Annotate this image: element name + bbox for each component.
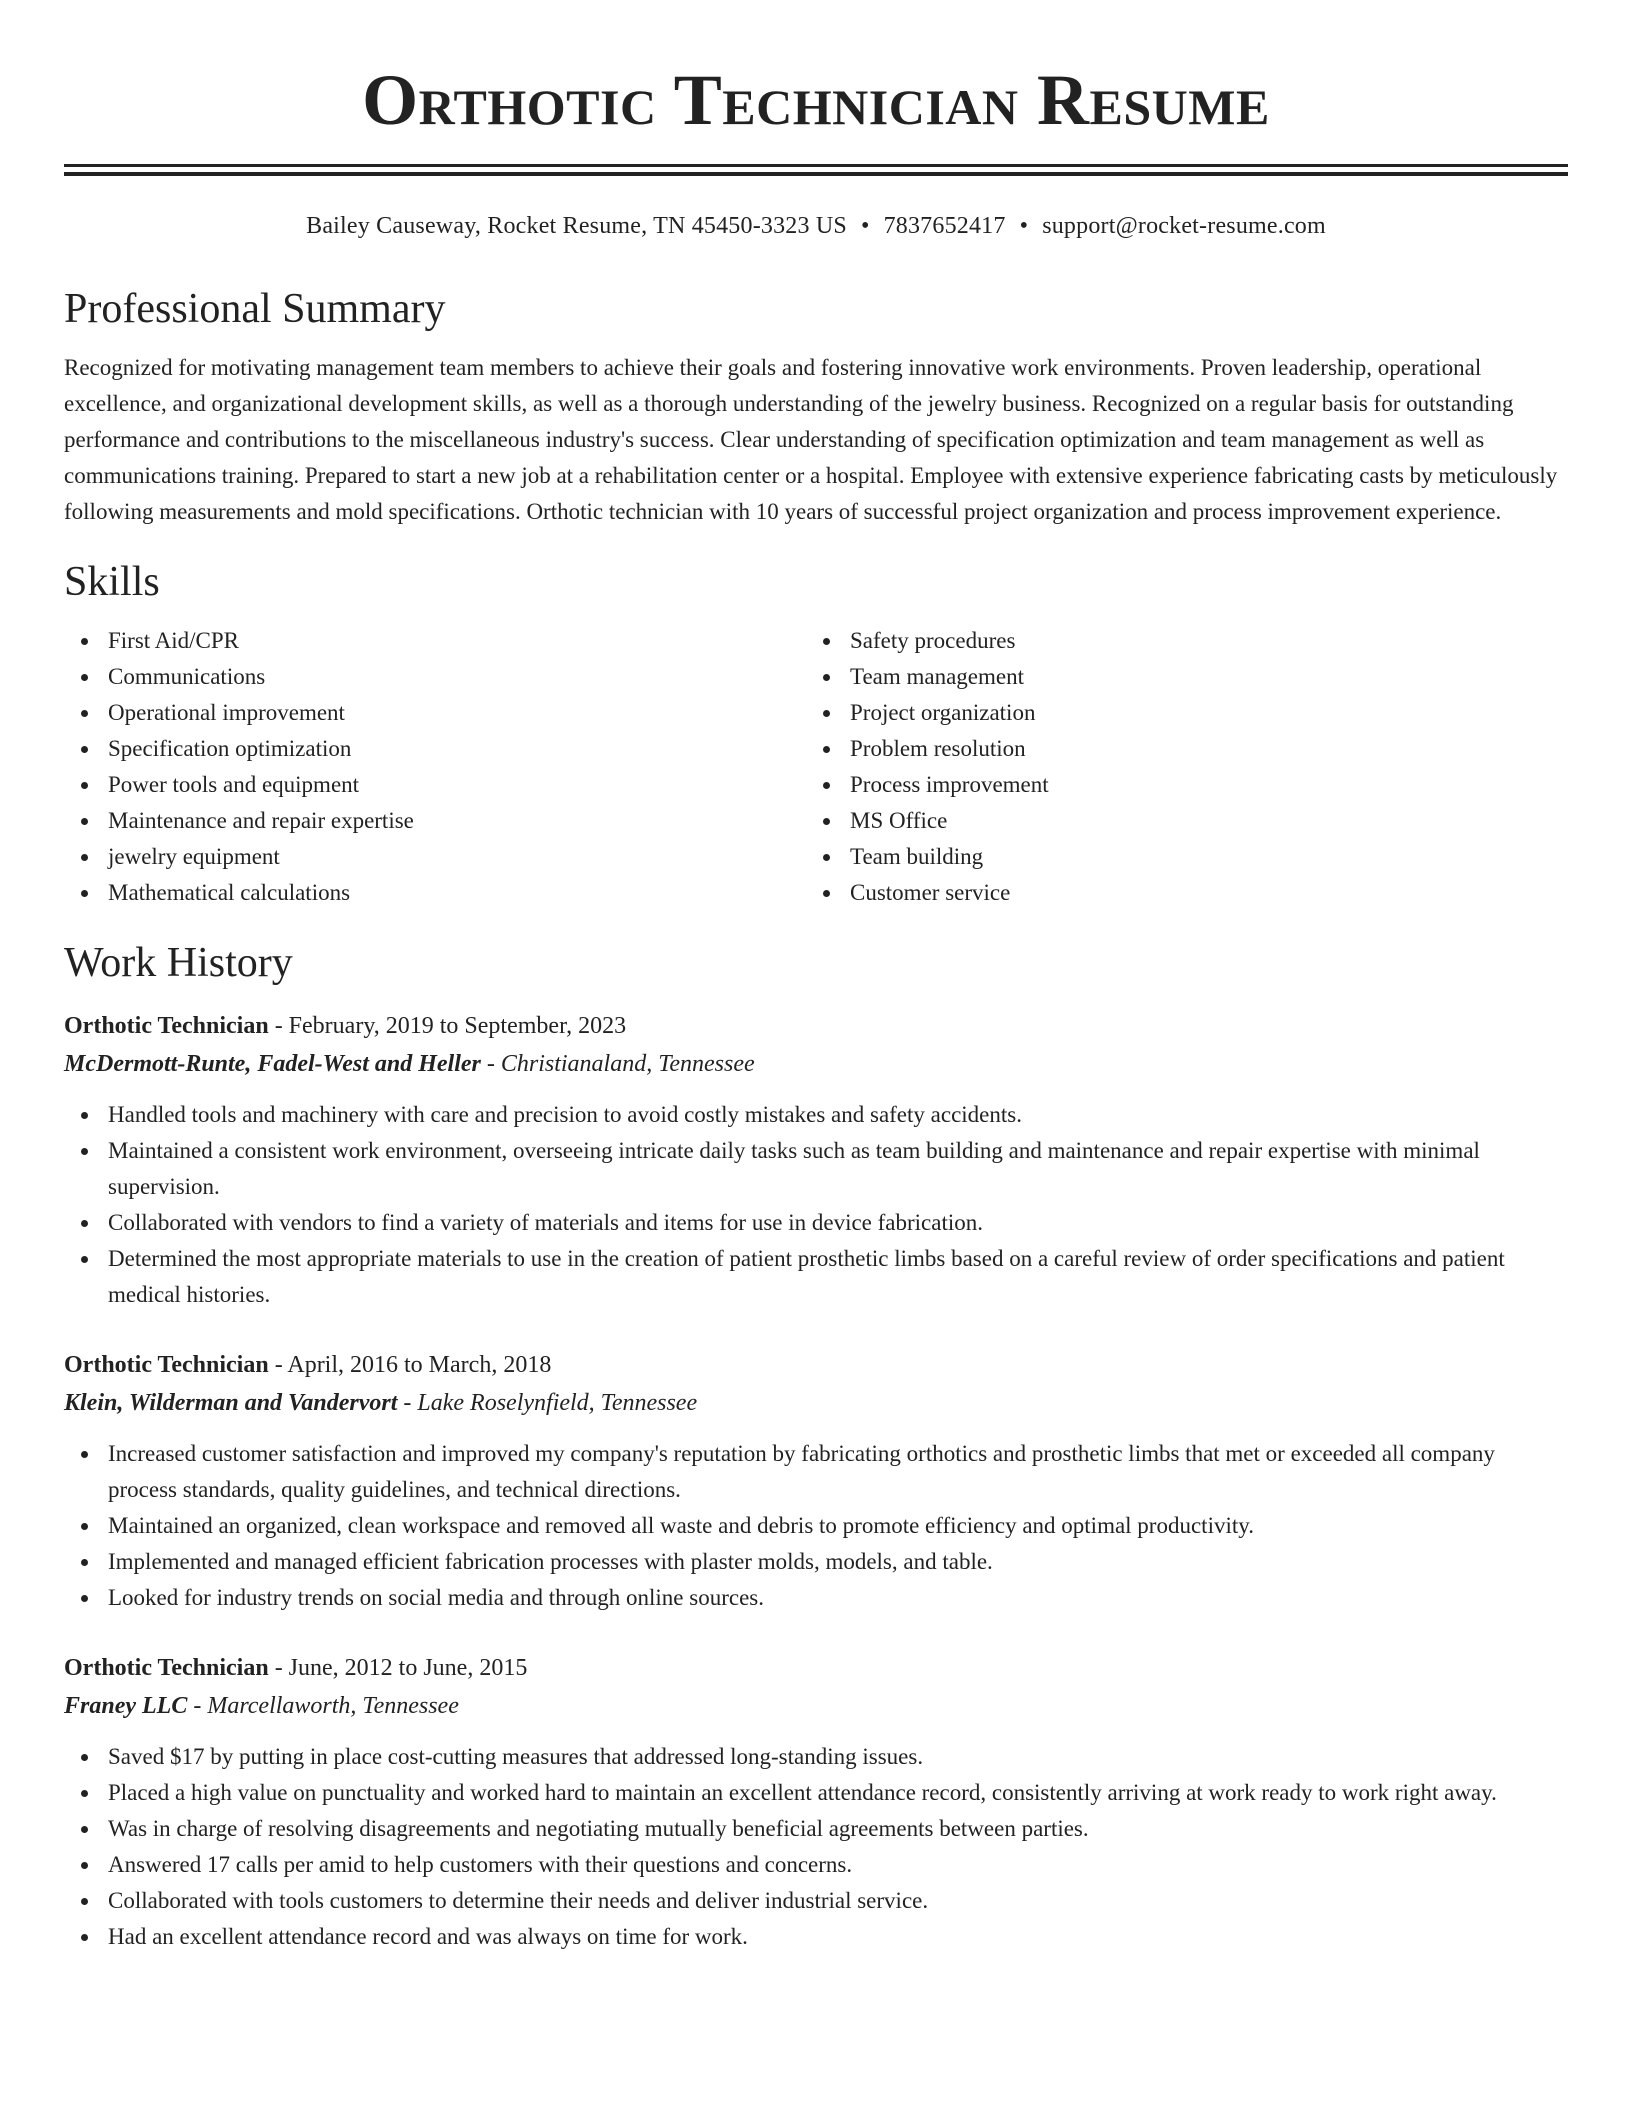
skill-item: Process improvement: [806, 767, 1548, 803]
job-bullets: [64, 1097, 1568, 1313]
skill-item: Operational improvement: [64, 695, 806, 731]
skill-item: Customer service: [806, 875, 1548, 911]
job-entry: [64, 1007, 1568, 1313]
skill-item: Safety procedures: [806, 623, 1548, 659]
job-dates: - February, 2019 to September, 2023: [268, 1013, 627, 1039]
job-title-line: [64, 1649, 1568, 1687]
job-bullet: Determined the most appropriate materials to use in the creation of patient prosthetic limbs based on a careful review of order specifications and patient medical histories.: [64, 1241, 1568, 1313]
title-divider-bottom: [64, 172, 1568, 176]
summary-text: Recognized for motivating management team members to achieve their goals and fostering innovative work environments. Proven leadership, operational excellence, and organizational development skills, as well as a thorough understanding of the jewelry business. Recognized on a regular basis for outstanding performance and contributions to the miscellaneous industry's success. Clear understanding of specification optimization and team management as well as communications training. Prepared to start a new job at a rehabilitation center or a hospital. Employee with extensive experience fabricating casts by meticulously following measurements and mold specifications. Orthotic technician with 10 years of successful project organization and process improvement experience.: [64, 355, 1558, 524]
job-bullet: Implemented and managed efficient fabrication processes with plaster molds, models, and table.: [64, 1544, 1568, 1580]
skills-heading: Skills: [64, 559, 160, 605]
skill-item: Project organization: [806, 695, 1548, 731]
job-title: Orthotic Technician: [64, 1013, 269, 1039]
contact-separator: •: [860, 213, 870, 239]
company-location: - Lake Roselynfield, Tennessee: [397, 1390, 698, 1416]
job-title-line: [64, 1007, 1568, 1045]
job-title: Orthotic Technician: [64, 1655, 269, 1681]
job-entry: [64, 1649, 1568, 1955]
job-title-line: [64, 1346, 1568, 1384]
job-bullet: Increased customer satisfaction and improved my company's reputation by fabricating orthotics and prosthetic limbs that met or exceeded all company process standards, quality guidelines, and technical directions.: [64, 1436, 1568, 1508]
company-line: [64, 1687, 1568, 1725]
job-entry: [64, 1346, 1568, 1616]
job-bullets: [64, 1436, 1568, 1616]
job-bullet: Answered 17 calls per amid to help customers with their questions and concerns.: [64, 1847, 1568, 1883]
company-name: Franey LLC: [64, 1693, 188, 1719]
resume-title: Orthotic Technician Resume: [362, 60, 1270, 140]
job-bullet: Handled tools and machinery with care and precision to avoid costly mistakes and safety accidents.: [64, 1097, 1568, 1133]
job-bullet: Collaborated with vendors to find a variety of materials and items for use in device fabrication.: [64, 1205, 1568, 1241]
job-bullet: Maintained a consistent work environment, overseeing intricate daily tasks such as team building and maintenance and repair expertise with minimal supervision.: [64, 1133, 1568, 1205]
company-name: McDermott-Runte, Fadel-West and Heller: [64, 1051, 481, 1077]
skill-item: Team management: [806, 659, 1548, 695]
skills-column-right: [806, 623, 1548, 911]
company-location: - Christianaland, Tennessee: [480, 1051, 755, 1077]
contact-line: [64, 210, 1568, 242]
contact-separator: •: [1019, 213, 1029, 239]
skill-item: MS Office: [806, 803, 1548, 839]
summary-heading: Professional Summary: [64, 286, 446, 332]
skill-item: Mathematical calculations: [64, 875, 806, 911]
job-bullet: Collaborated with tools customers to determine their needs and deliver industrial service.: [64, 1883, 1568, 1919]
skill-item: Specification optimization: [64, 731, 806, 767]
company-name: Klein, Wilderman and Vandervort: [64, 1390, 398, 1416]
skill-item: Team building: [806, 839, 1548, 875]
job-bullets: [64, 1739, 1568, 1955]
skills-list: [64, 623, 1568, 911]
title-divider-top: [64, 164, 1568, 167]
company-line: [64, 1384, 1568, 1422]
skill-item: Power tools and equipment: [64, 767, 806, 803]
company-location: - Marcellaworth, Tennessee: [187, 1693, 459, 1719]
skill-item: Communications: [64, 659, 806, 695]
job-bullet: Placed a high value on punctuality and worked hard to maintain an excellent attendance record, consistently arriving at work ready to work right away.: [64, 1775, 1568, 1811]
job-bullet: Looked for industry trends on social media and through online sources.: [64, 1580, 1568, 1616]
skill-item: Maintenance and repair expertise: [64, 803, 806, 839]
company-line: [64, 1045, 1568, 1083]
job-bullet: Had an excellent attendance record and was always on time for work.: [64, 1919, 1568, 1955]
skill-item: Problem resolution: [806, 731, 1548, 767]
job-title: Orthotic Technician: [64, 1352, 269, 1378]
skill-item: jewelry equipment: [64, 839, 806, 875]
job-bullet: Maintained an organized, clean workspace and removed all waste and debris to promote efficiency and optimal productivity.: [64, 1508, 1568, 1544]
skills-column-left: [64, 623, 806, 911]
job-dates: - June, 2012 to June, 2015: [268, 1655, 528, 1681]
contact-phone: 7837652417: [883, 213, 1006, 239]
skill-item: First Aid/CPR: [64, 623, 806, 659]
work-history-heading: Work History: [64, 940, 293, 986]
contact-email: support@rocket-resume.com: [1042, 213, 1326, 239]
job-dates: - April, 2016 to March, 2018: [268, 1352, 552, 1378]
job-bullet: Was in charge of resolving disagreements and negotiating mutually beneficial agreements between parties.: [64, 1811, 1568, 1847]
contact-address: Bailey Causeway, Rocket Resume, TN 45450-3323 US: [306, 213, 847, 239]
job-bullet: Saved $17 by putting in place cost-cutting measures that addressed long-standing issues.: [64, 1739, 1568, 1775]
